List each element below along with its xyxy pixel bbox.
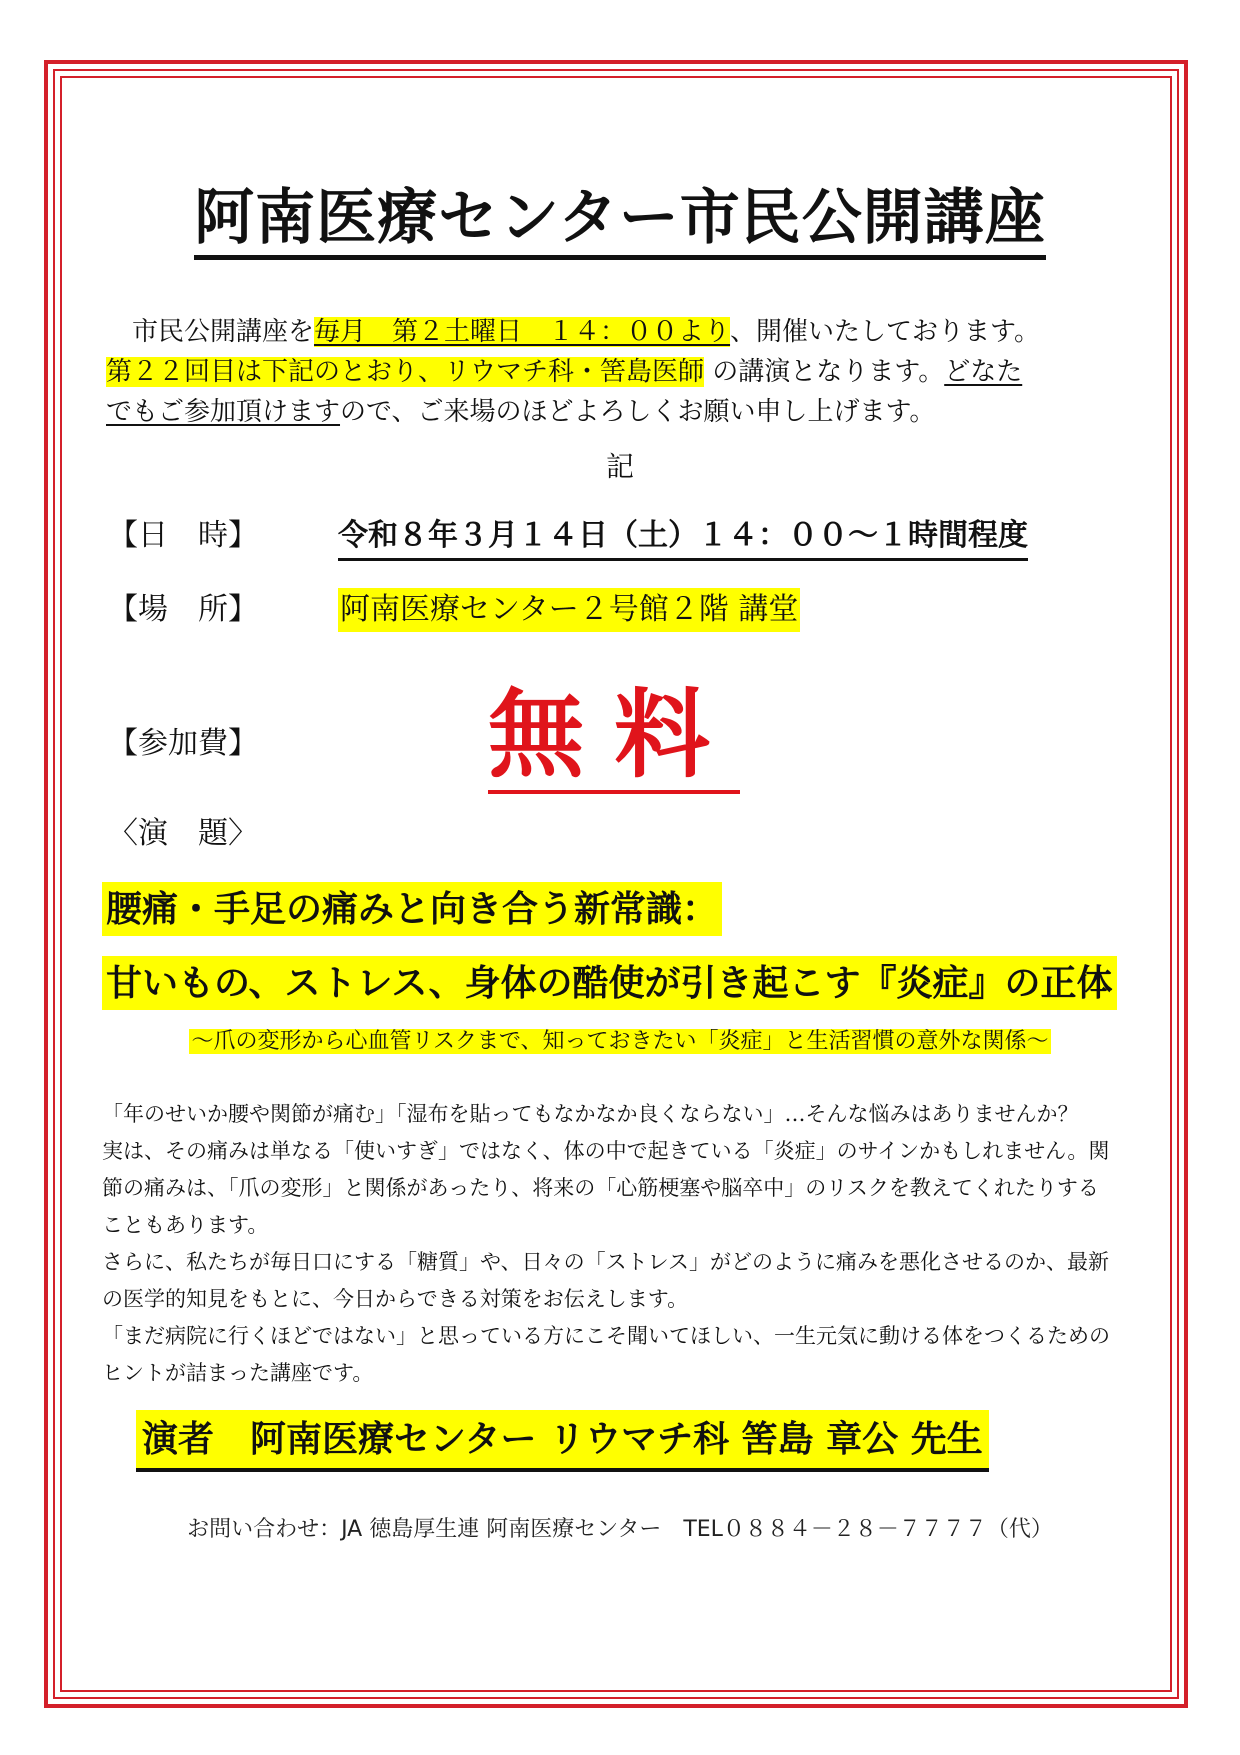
datetime-label: 【日 時】 bbox=[108, 518, 258, 553]
fee-value: 無料 bbox=[488, 680, 740, 794]
theme-title-line1: 腰痛・手足の痛みと向き合う新常識： bbox=[102, 882, 722, 936]
schedule-highlight: 毎月 第２土曜日 １４：００より bbox=[314, 317, 731, 347]
theme-label: 〈演 題〉 bbox=[108, 816, 258, 851]
fee-label: 【参加費】 bbox=[108, 726, 258, 761]
contact-info: お問い合わせ：JA 徳島厚生連 阿南医療センター TEL０８８４－２８－７７７７（代） bbox=[187, 1517, 1053, 1542]
description-paragraph-1: 「年のせいか腰や関節が痛む」「湿布を貼ってもなかなか良くならない」…そんな悩みはありませんか？ 実は、その痛みは単なる「使いすぎ」ではなく、体の中で起きている「炎症」のサインかもしれません。関節の痛みは、「爪の変形」と関係があったり、将来の「心筋梗塞や脳卒中」のリスクを教えてくれたりすることもあります。 bbox=[102, 1102, 1110, 1237]
intro-paragraph: 市民公開講座を毎月 第２土曜日 １４：００より、開催いたしております。 第２２回目は下記のとおり、リウマチ科・筈島医師 の講演となります。どなた でもご参加頂けますので、ご来場のほどよろしくお願い申し上げます。 bbox=[106, 317, 1040, 427]
theme-title-line2: 甘いもの、ストレス、身体の酷使が引き起こす『炎症』の正体 bbox=[102, 956, 1117, 1010]
place-label: 【場 所】 bbox=[108, 592, 258, 627]
session-highlight: 第２２回目は下記のとおり、リウマチ科・筈島医師 bbox=[106, 357, 705, 387]
description-paragraph-2: さらに、私たちが毎日口にする「糖質」や、日々の「ストレス」がどのように痛みを悪化させるのか、最新の医学的知見をもとに、今日からできる対策をお伝えします。 bbox=[102, 1250, 1109, 1311]
theme-subtitle: ～爪の変形から心血管リスクまで、知っておきたい「炎症」と生活習慣の意外な関係～ bbox=[191, 1029, 1049, 1054]
description-body bbox=[102, 1096, 1112, 1392]
place-value: 阿南医療センター２号館２階 講堂 bbox=[338, 588, 800, 632]
ki-heading: 記 bbox=[605, 450, 634, 483]
datetime-value: 令和８年３月１４日（土）１４：００～１時間程度 bbox=[338, 514, 1028, 561]
page-title: 阿南医療センター市民公開講座 bbox=[0, 178, 1240, 258]
speaker-line: 演者 阿南医療センター リウマチ科 筈島 章公 先生 bbox=[136, 1410, 989, 1472]
description-paragraph-3: 「まだ病院に行くほどではない」と思っている方にこそ聞いてほしい、一生元気に動ける体をつくるためのヒントが詰まった講座です。 bbox=[102, 1324, 1110, 1385]
